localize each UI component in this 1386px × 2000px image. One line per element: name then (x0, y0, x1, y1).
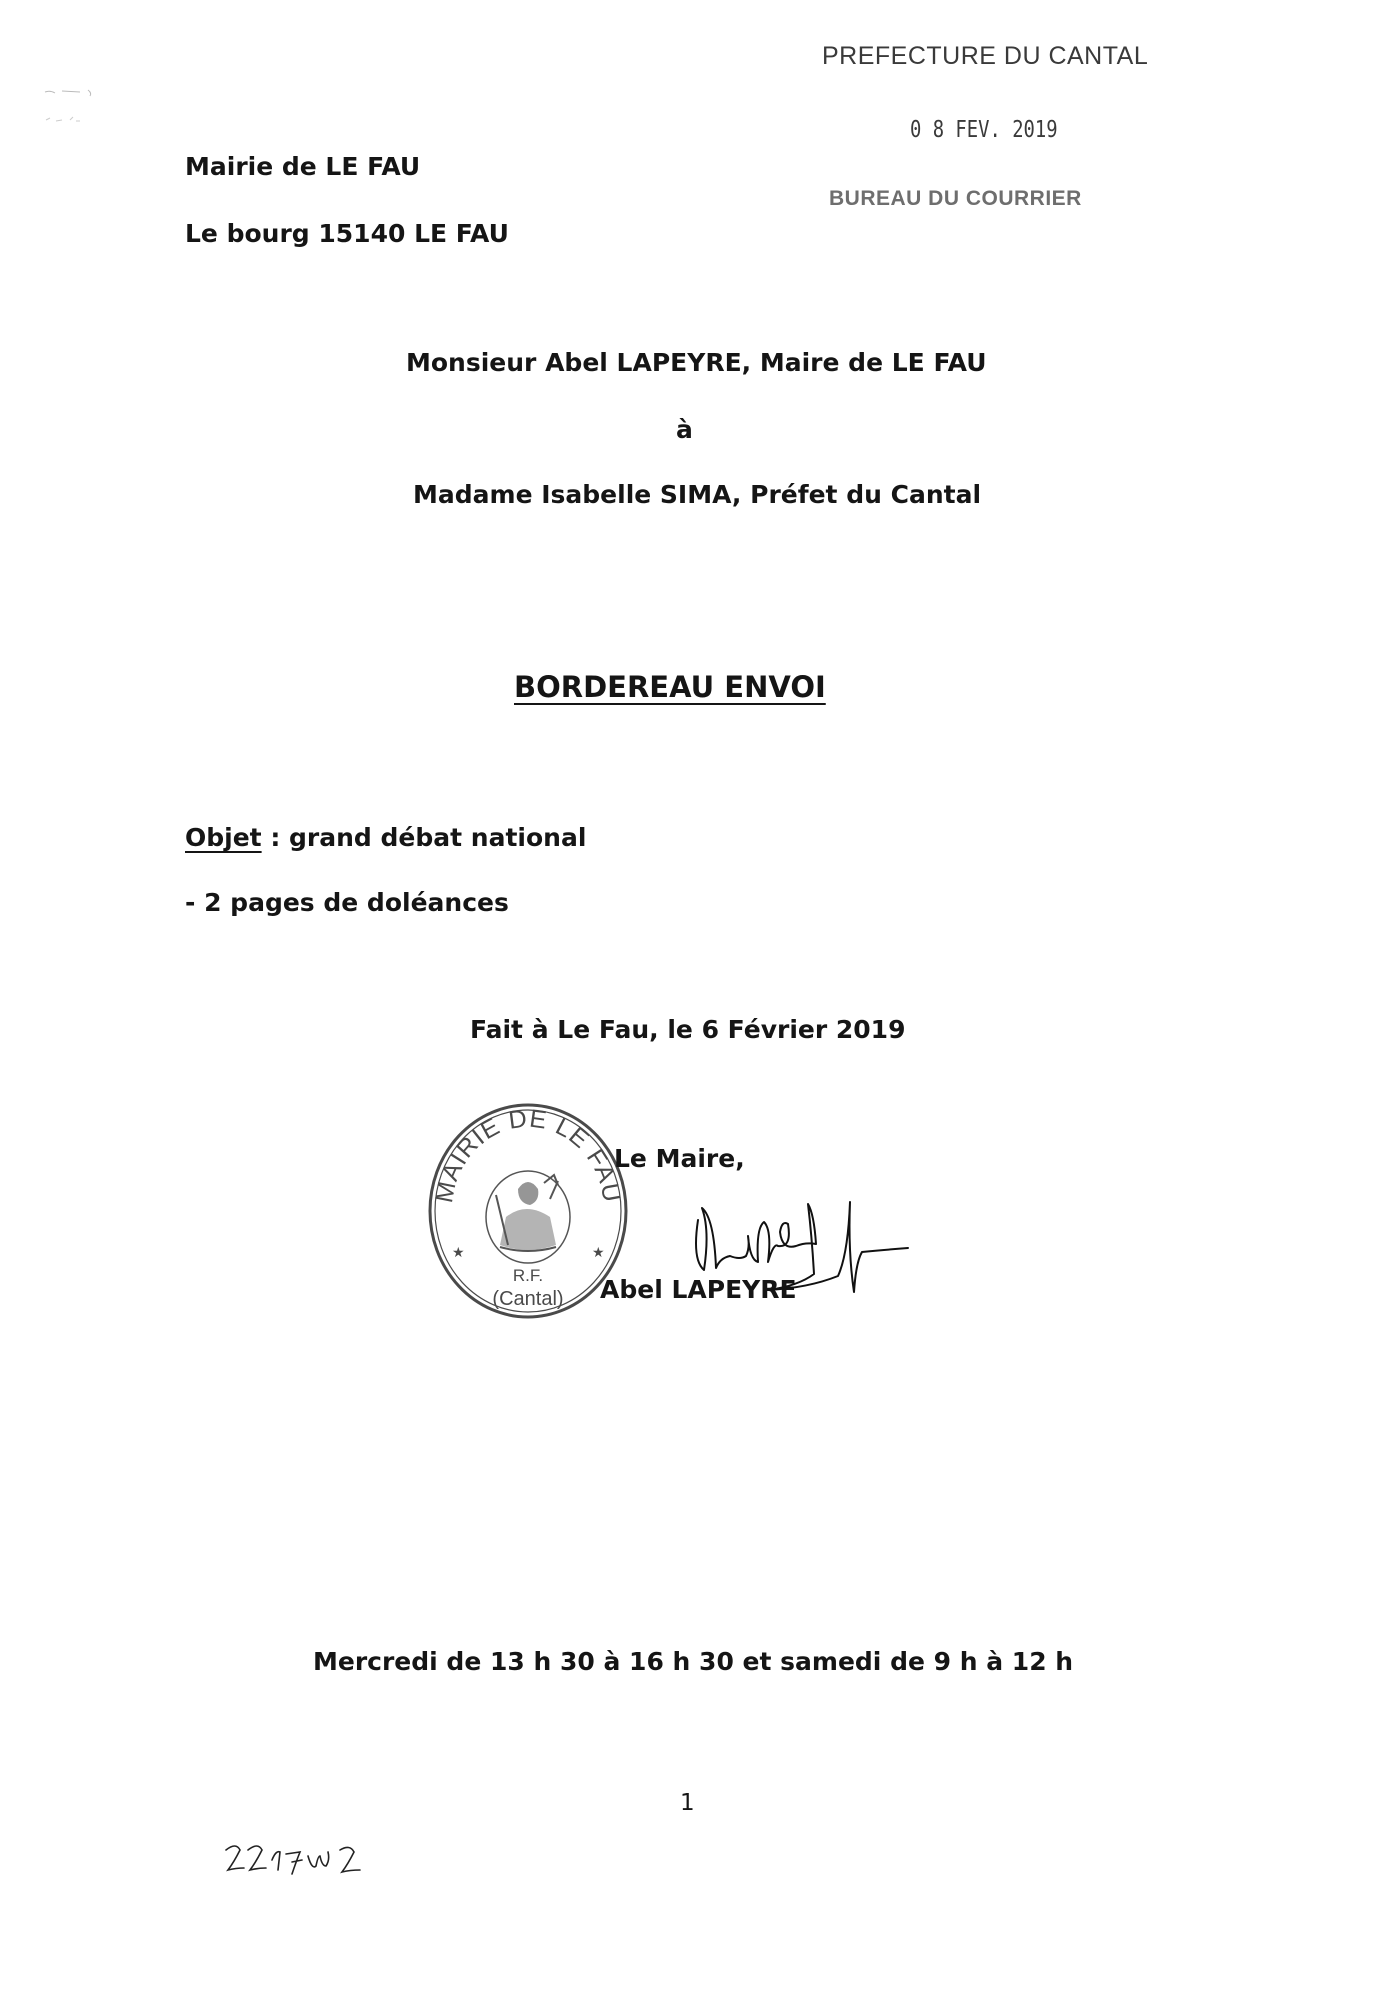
handwritten-signature (690, 1160, 980, 1300)
from-line: Monsieur Abel LAPEYRE, Maire de LE FAU (406, 348, 987, 377)
sender-name: Mairie de LE FAU (185, 152, 421, 181)
reception-stamp-bureau: BUREAU DU COURRIER (829, 187, 1082, 210)
seal-bottom-text: (Cantal) (492, 1288, 564, 1310)
recipient-line: Madame Isabelle SIMA, Préfet du Cantal (413, 480, 982, 509)
subject-separator: : (261, 823, 290, 852)
seal-middle-text: R.F. (512, 1266, 544, 1285)
signer-title: Le Maire, (614, 1144, 745, 1173)
seal-top-text: MAIRIE DE LE FAU (430, 1104, 626, 1206)
subject-label: Objet (185, 823, 262, 852)
svg-text:★: ★ (592, 1245, 605, 1261)
reception-stamp-office: PREFECTURE DU CANTAL (822, 42, 1149, 70)
document-title: BORDEREAU ENVOI (514, 670, 826, 704)
sender-address: Le bourg 15140 LE FAU (185, 219, 509, 248)
place-date: Fait à Le Fau, le 6 Février 2019 (470, 1015, 906, 1044)
enclosure-line: - 2 pages de doléances (185, 888, 509, 917)
subject-text: grand débat national (289, 823, 587, 852)
handwritten-reference-note (222, 1838, 392, 1878)
page-number: 1 (680, 1790, 695, 1816)
svg-text:★: ★ (452, 1245, 465, 1261)
signer-name: Abel LAPEYRE (600, 1275, 797, 1304)
margin-marks (40, 80, 130, 140)
opening-hours: Mercredi de 13 h 30 à 16 h 30 et samedi de 9 h à 12 h (313, 1647, 1074, 1676)
to-separator: à (676, 415, 693, 444)
reception-stamp-date: 0 8 FEV. 2019 (910, 117, 1058, 143)
subject-line (185, 823, 586, 852)
